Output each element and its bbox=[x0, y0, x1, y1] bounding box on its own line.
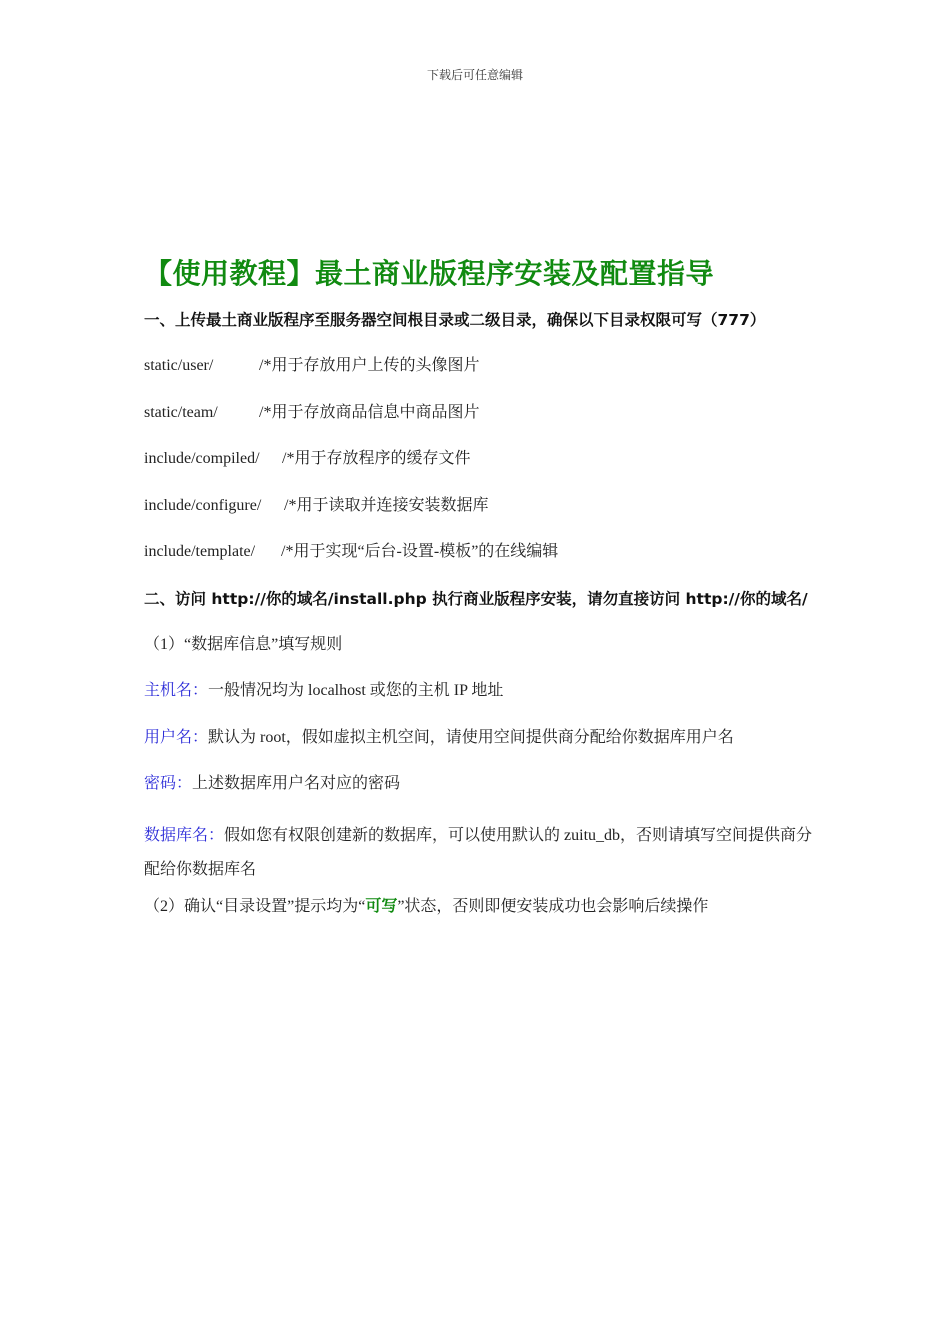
dir-path: include/template/ bbox=[144, 543, 256, 560]
field-label: 密码： bbox=[144, 775, 193, 792]
field-rule bbox=[144, 679, 824, 726]
subsection-1-heading: （1）“数据库信息”填写规则 bbox=[144, 635, 343, 653]
dir-path: static/user/ bbox=[144, 357, 214, 374]
subsection-2-text-after: ”状态，否则即便安装成功也会影响后续操作 bbox=[397, 897, 709, 915]
field-rule bbox=[144, 772, 824, 819]
dir-description: /*用于读取并连接安装数据库 bbox=[284, 496, 489, 514]
field-label: 主机名： bbox=[144, 682, 209, 699]
subsection-2-text-before: （2）确认“目录设置”提示均为“ bbox=[144, 897, 366, 915]
subsection-2-heading bbox=[144, 895, 824, 942]
page-header: 下载后可任意编辑 bbox=[426, 68, 523, 82]
section-2-heading: 二、访问 http://你的域名/install.php 执行商业版程序安装，请勿直接访问 http://你的域名/ bbox=[144, 589, 808, 608]
field-rule bbox=[144, 726, 824, 773]
dir-item bbox=[144, 401, 824, 448]
document-body bbox=[144, 252, 824, 941]
dir-description: /*用于存放商品信息中商品图片 bbox=[259, 403, 480, 421]
writable-highlight: 可写 bbox=[365, 897, 398, 915]
dir-item bbox=[144, 447, 824, 494]
field-text: 默认为 root，假如虚拟主机空间，请使用空间提供商分配给你数据库用户名 bbox=[208, 728, 734, 746]
field-text: 上述数据库用户名对应的密码 bbox=[192, 775, 401, 792]
field-label: 数据库名： bbox=[144, 826, 225, 844]
dir-description: /*用于存放程序的缓存文件 bbox=[282, 450, 471, 467]
dir-item bbox=[144, 540, 824, 587]
dir-description: /*用于存放用户上传的头像图片 bbox=[259, 357, 480, 374]
dir-item bbox=[144, 494, 824, 541]
section-1-heading: 一、上传最土商业版程序至服务器空间根目录或二级目录，确保以下目录权限可写（777） bbox=[144, 311, 766, 329]
dir-path: include/configure/ bbox=[144, 496, 262, 514]
dir-path: static/team/ bbox=[144, 403, 218, 421]
dir-description: /*用于实现“后台-设置-模板”的在线编辑 bbox=[281, 543, 559, 560]
field-label: 用户名： bbox=[144, 728, 209, 746]
dir-item bbox=[144, 354, 824, 401]
field-text: 假如您有权限创建新的数据库，可以使用默认的 zuitu_db，否则请填写空间提供商分配给你数据库名 bbox=[144, 826, 813, 878]
field-text: 一般情况均为 localhost 或您的主机 IP 地址 bbox=[208, 682, 504, 699]
field-rule bbox=[144, 819, 814, 887]
document-title: 【使用教程】最土商业版程序安装及配置指导 bbox=[144, 257, 715, 290]
dir-path: include/compiled/ bbox=[144, 450, 260, 467]
